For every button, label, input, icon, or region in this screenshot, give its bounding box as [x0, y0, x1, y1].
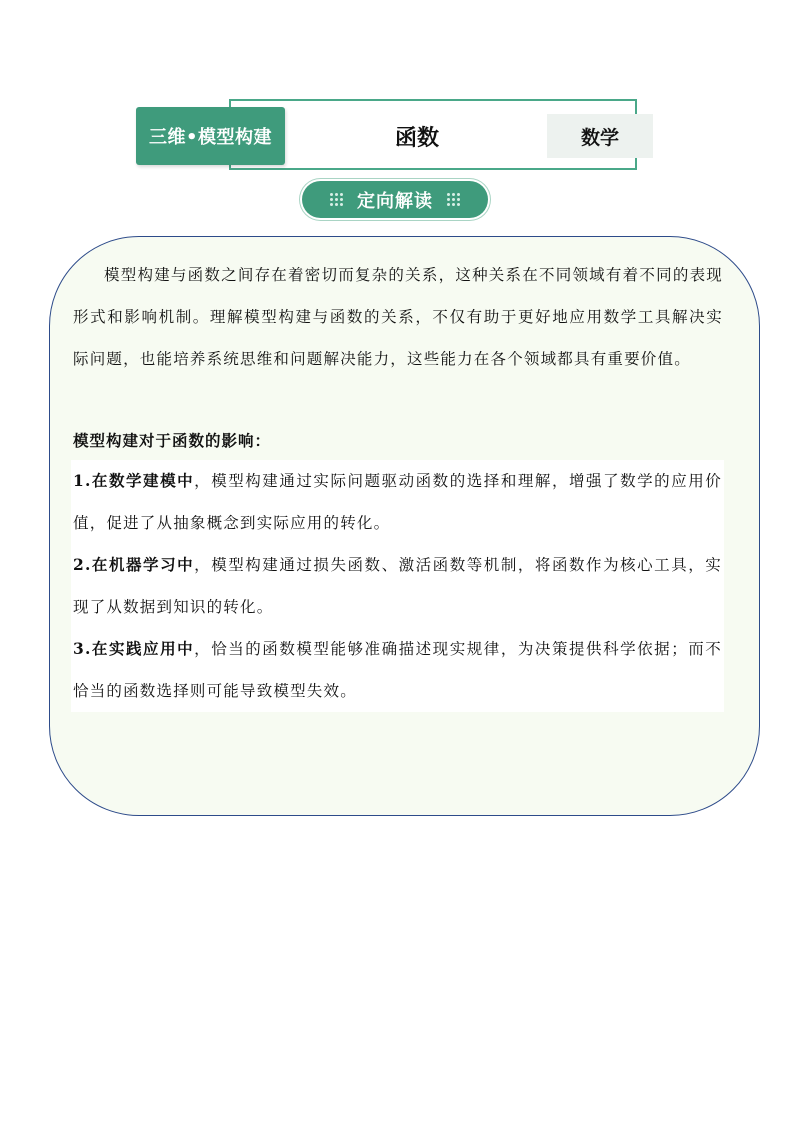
dots-grid-icon — [330, 193, 343, 206]
subject-badge: 数学 — [547, 114, 653, 158]
page-title: 函数 — [394, 125, 439, 151]
point-lead: 3.在实践应用中 — [73, 639, 195, 658]
list-item — [73, 460, 722, 544]
list-item — [73, 544, 722, 628]
section-label: 定向解读 — [357, 190, 433, 212]
section-heading: 模型构建对于函数的影响： — [73, 431, 272, 450]
points-list — [71, 460, 724, 712]
section-pill — [302, 181, 488, 218]
intro-paragraph: 模型构建与函数之间存在着密切而复杂的关系，这种关系在不同领域有着不同的表现形式和影响机制。理解模型构建与函数的关系，不仅有助于更好地应用数学工具解决实际问题，也能培养系统思维和问题解决能力，这些能力在各个领域都具有重要价值。 — [73, 266, 723, 368]
point-text: ，模型构建通过实际问题驱动函数的选择和理解，增强了数学的应用价值，促进了从抽象概念到实际应用的转化。 — [73, 472, 722, 532]
point-text: ，恰当的函数模型能够准确描述现实规律，为决策提供科学依据；而不恰当的函数选择则可能导致模型失效。 — [73, 640, 722, 700]
point-text: ，模型构建通过损失函数、激活函数等机制，将函数作为核心工具，实现了从数据到知识的转化。 — [73, 556, 722, 616]
point-lead: 2.在机器学习中 — [73, 555, 195, 574]
dots-grid-icon — [447, 193, 460, 206]
header-tag: 三维•模型构建 — [136, 107, 285, 165]
point-lead: 1.在数学建模中 — [73, 471, 195, 490]
list-item — [73, 628, 722, 712]
